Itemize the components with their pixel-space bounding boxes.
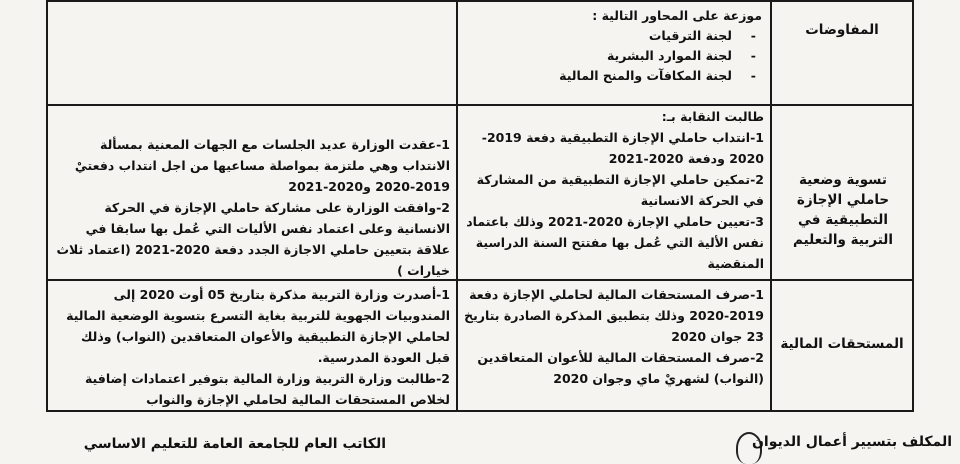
demands-intro: طالبت النقابة بـ: (661, 109, 764, 124)
demand-item: 2-تمكين حاملي الإجازة التطبيقية من المشاركة في الحركة الانسانية (476, 172, 764, 208)
table-right-border (912, 0, 914, 412)
list-item: - لجنة المكافآت والمنح المالية (470, 66, 762, 86)
demands-cell (470, 6, 762, 86)
signature-right: المكلف بتسيير أعمال الديوان (751, 434, 952, 450)
demands-intro: موزعة على المحاور التالية : (592, 8, 762, 23)
demand-item: 2-صرف المستحقات المالية للأعوان المتعاقدين (النواب) لشهريْ ماي وجوان 2020 (477, 350, 764, 386)
row-subject: المفاوضات (805, 22, 879, 38)
results-cell (54, 284, 450, 410)
row-subject: المستحقات المالية (780, 336, 904, 352)
result-item: 1-أصدرت وزارة التربية مذكرة بتاريخ 05 أوت 2020 إلى المندوبيات الجهوية للتربية بغاية التسرع بتسوية الوضعية المالية لحاملي الإجازة التطبيقية والأعوان المتعاقدين (النواب) وذلك قبل العودة المدرسية. (66, 287, 450, 365)
demands-cell (464, 284, 764, 389)
demand-item: 1-صرف المستحقات المالية لحاملي الإجازة دفعة 2019-2020 وذلك بتطبيق المذكرة الصادرة بتاريخ 23 جوان 2020 (464, 287, 764, 344)
results-cell (54, 134, 450, 281)
demands-cell (464, 106, 764, 274)
list-item: - لجنة الترقيات (470, 26, 762, 46)
table-top-border (46, 0, 914, 2)
table-bottom-border (46, 410, 914, 412)
list-item: - لجنة الموارد البشرية (470, 46, 762, 66)
result-item: 2-طالبت وزارة التربية وزارة المالية بتوفير اعتمادات إضافية لخلاص المستحقات المالية لحاملي الإجازة والنواب (84, 371, 450, 407)
column-divider-1 (456, 0, 458, 412)
demand-item: 3-تعيين حاملي الإجازة 2020-2021 وذلك باعتماد نفس الألية التي عُمل بها مفتتح السنة الدراسية المنقضية (466, 214, 764, 271)
result-item: 2-وافقت الوزارة على مشاركة حاملي الإجازة في الحركة الانسانية وعلى اعتماد نفس الأليات التي عُمل بها سابقا في علاقة بتعيين حاملي الاجازة الجدد دفعة 2020-2021 (اعتماد ثلاث خيارات ) (56, 200, 450, 278)
row-subject: تسوية وضعية حاملي الإجازة التطبيقية في التربية والتعليم (793, 172, 893, 248)
demand-item: 1-انتداب حاملي الإجازة التطبيقية دفعة 2019-2020 ودفعة 2020-2021 (481, 130, 764, 166)
column-divider-2 (770, 0, 772, 412)
signature-left: الكاتب العام للجامعة العامة للتعليم الاساسي (83, 436, 386, 452)
table-left-border (46, 0, 48, 412)
result-item: 1-عقدت الوزارة عديد الجلسات مع الجهات المعنية بمسألة الانتداب وهي ملتزمة بمواصلة مساعيها من اجل انتداب دفعتيْ 2019-2020 و2020-2021 (74, 137, 450, 194)
demands-list (470, 26, 762, 86)
